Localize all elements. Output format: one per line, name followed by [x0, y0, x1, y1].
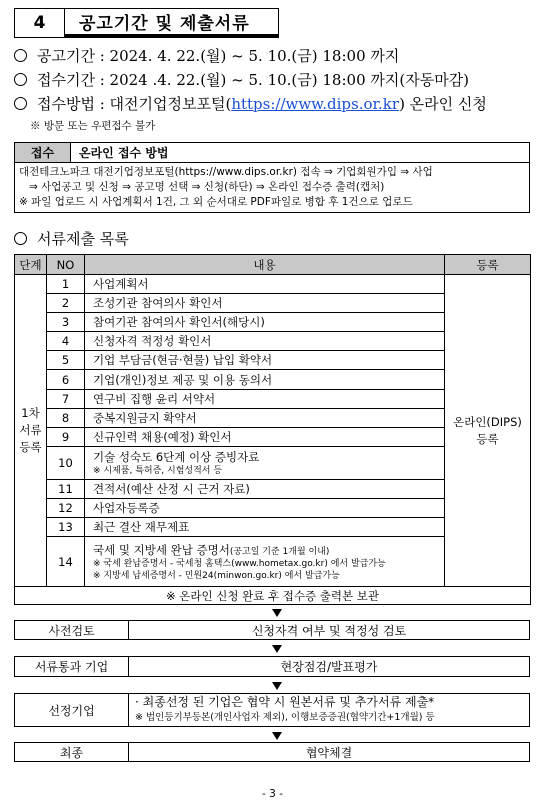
announce-period-text: 공고기간 : 2024. 4. 22.(월) ~ 5. 10.(금) 18:00 까지	[37, 47, 400, 65]
flow-step-value-line: ※ 법인등기부등본(개인사업자 제외), 이행보증증권(협약기간+1개월) 등	[135, 712, 435, 723]
row-number: 12	[47, 498, 85, 517]
section-number: 4	[15, 9, 65, 37]
row-number: 11	[47, 479, 85, 498]
flow-step-document-pass	[14, 656, 530, 677]
info-box-label: 접수	[15, 143, 71, 162]
receipt-period-text: 접수기간 : 2024 .4. 22.(월) ~ 5. 10.(금) 18:00 까지(자동마감)	[37, 71, 470, 89]
row-content	[85, 446, 445, 479]
row-content-main	[93, 542, 444, 558]
online-receipt-box	[14, 142, 530, 213]
flow-step-label: 선정기업	[15, 694, 129, 726]
stage-line: 서류	[19, 423, 42, 438]
section-title: 공고기간 및 제출서류	[65, 9, 278, 37]
row-content: 기업 부담금(현금·현물) 납입 확약서	[85, 351, 445, 370]
row-content-sub: ※ 시제품, 특허증, 시험성적서 등	[93, 465, 223, 476]
row-content-sub: ※ 지방세 납세증명서 - 민원24(minwon.go.kr) 에서 발급가능	[93, 570, 340, 581]
row-number: 14	[47, 537, 85, 587]
circle-bullet-icon	[14, 97, 27, 110]
table-header-row	[15, 255, 531, 275]
row-content-sub: ※ 국세 완납증명서 - 국세청 홈택스(www.hometax.go.kr) 에서 발급가능	[93, 558, 386, 569]
circle-bullet-icon	[14, 232, 27, 245]
row-number: 7	[47, 389, 85, 408]
row-content-main-small: (공고일 기준 1개월 이내)	[229, 546, 330, 557]
flow-step-value: 현장점검/발표평가	[280, 660, 378, 674]
row-content: 사업자등록증	[85, 498, 445, 517]
bullet-receipt-method	[14, 93, 487, 114]
bullet-announce-period	[14, 45, 399, 66]
row-content	[85, 537, 445, 587]
row-number: 3	[47, 313, 85, 332]
row-content: 연구비 집행 윤리 서약서	[85, 389, 445, 408]
stage-cell	[15, 275, 47, 587]
row-number: 9	[47, 427, 85, 446]
row-number: 6	[47, 370, 85, 389]
header-no: NO	[47, 255, 85, 275]
registration-line: 등록	[476, 431, 499, 446]
flow-step-label: 최종	[15, 743, 129, 761]
down-arrow-icon	[272, 645, 282, 653]
header-registration: 등록	[445, 255, 531, 275]
visit-mail-note: ※ 방문 또는 우편접수 불가	[30, 120, 156, 132]
info-line: 대전테크노파크 대전기업정보포털(https://www.dips.or.kr) 접속 ⇒ 기업회원가입 ⇒ 사업	[19, 166, 433, 178]
row-number: 13	[47, 518, 85, 537]
flow-step-label: 사전검토	[15, 621, 129, 639]
info-line: ⇒ 사업공고 및 신청 ⇒ 공고명 선택 ⇒ 신청(하단) ⇒ 온라인 접수증 출력(캡처)	[29, 181, 385, 193]
document-list-title-text: 서류제출 목록	[37, 230, 129, 248]
header-stage: 단계	[15, 255, 47, 275]
info-box-title: 온라인 접수 방법	[79, 146, 169, 160]
flow-step-value: 협약체결	[305, 745, 353, 760]
row-content: 중복지원금지 확약서	[85, 408, 445, 427]
info-box-header	[15, 143, 529, 163]
row-number: 4	[47, 332, 85, 351]
section-header	[14, 8, 279, 38]
info-box-body	[15, 163, 529, 212]
row-content: 최근 결산 재무제표	[85, 518, 445, 537]
flow-step-value-line: · 최종선정 된 기업은 협약 시 원본서류 및 추가서류 제출*	[135, 695, 435, 709]
table-footer-note: ※ 온라인 신청 완료 후 접수증 출력본 보관	[15, 587, 531, 605]
down-arrow-icon	[272, 732, 282, 740]
table-row	[15, 275, 531, 294]
stage-line: 등록	[19, 440, 42, 455]
header-content: 내용	[85, 255, 445, 275]
row-content-main: 기술 성숙도 6단계 이상 증빙자료	[93, 449, 260, 464]
registration-line: 온라인(DIPS)	[453, 414, 522, 429]
method-prefix: 접수방법 : 대전기업정보포털(	[37, 95, 232, 113]
dips-link[interactable]: https://www.dips.or.kr	[231, 94, 400, 113]
document-table	[14, 254, 531, 605]
down-arrow-icon	[272, 682, 282, 690]
flow-step-final	[14, 742, 530, 762]
document-list-title	[14, 228, 129, 249]
row-content: 사업계획서	[85, 275, 445, 294]
flow-step-value: 신청자격 여부 및 적정성 검토	[251, 623, 407, 638]
row-content-main-text: 국세 및 지방세 완납 증명서	[93, 542, 230, 557]
circle-bullet-icon	[14, 49, 27, 62]
row-number: 8	[47, 408, 85, 427]
flow-step-label: 서류통과 기업	[15, 657, 129, 676]
row-number: 10	[47, 446, 85, 479]
table-footer-row	[15, 587, 531, 605]
stage-line: 1차	[21, 406, 40, 421]
flow-step-selected	[14, 693, 530, 727]
circle-bullet-icon	[14, 73, 27, 86]
row-content: 조성기관 참여의사 확인서	[85, 294, 445, 313]
row-number: 2	[47, 294, 85, 313]
row-content: 신청자격 적정성 확인서	[85, 332, 445, 351]
row-number: 1	[47, 275, 85, 294]
method-suffix: ) 온라인 신청	[399, 95, 487, 113]
page-number: - 3 -	[262, 788, 283, 800]
bullet-receipt-period	[14, 69, 469, 90]
registration-cell	[445, 275, 531, 587]
row-content: 기업(개인)정보 제공 및 이용 동의서	[85, 370, 445, 389]
flow-step-value	[129, 694, 529, 726]
row-content: 참여기관 참여의사 확인서(해당시)	[85, 313, 445, 332]
flow-step-prereview	[14, 620, 530, 640]
row-content: 견적서(예산 산정 시 근거 자료)	[85, 479, 445, 498]
row-number: 5	[47, 351, 85, 370]
row-content: 신규인력 채용(예정) 확인서	[85, 427, 445, 446]
info-line: ※ 파일 업로드 시 사업계획서 1건, 그 외 순서대로 PDF파일로 병합 후 1건으로 업로드	[19, 196, 413, 208]
down-arrow-icon	[272, 609, 282, 617]
